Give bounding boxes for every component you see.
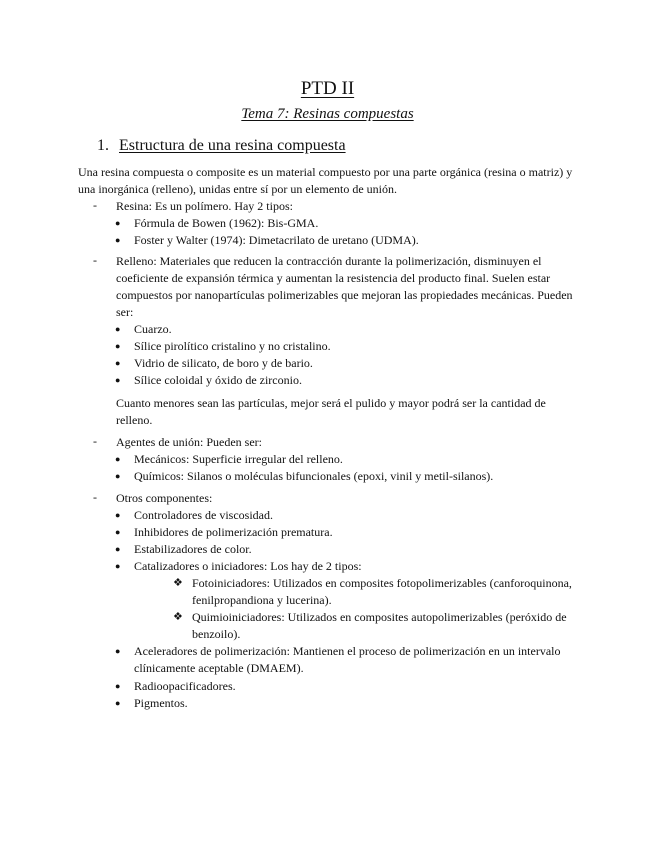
relleno-text: Relleno: Materiales que reducen la contracción durante la polimerización, disminuyen el coeficiente de expansión térmica y aumentan la resistencia del producto final. Suelen estar compuestos por nanopartículas polimerizables que mejoran las propiedades mecánicas. Pueden ser: xyxy=(116,254,573,319)
list-item-text: Cuarzo. xyxy=(134,322,172,336)
dash-marker: - xyxy=(93,253,97,267)
otros-text: Otros componentes: xyxy=(116,491,213,505)
list-item-text: Radioopacificadores. xyxy=(134,679,236,693)
intro-paragraph: Una resina compuesta o composite es un material compuesto por una parte orgánica (resina o matriz) y una inorgánica (relleno), unidas entre sí por un elemento de unión. xyxy=(78,165,573,196)
list-item xyxy=(173,575,572,609)
dash-marker: - xyxy=(93,434,97,448)
bullet-icon: ● xyxy=(115,324,121,334)
list-item xyxy=(115,468,574,485)
bullet-icon: ● xyxy=(115,235,121,245)
list-item-text: Aceleradores de polimerización: Mantienen el proceso de polimerización en un intervalo clínicamente aceptable (DMAEM). xyxy=(134,644,561,675)
list-item-text: Fórmula de Bowen (1962): Bis-GMA. xyxy=(134,216,319,230)
list-item xyxy=(115,215,574,232)
list-item xyxy=(115,643,574,677)
list-item xyxy=(115,695,574,712)
list-item-text: Químicos: Silanos o moléculas bifuncionales (epoxi, vinil y metil-silanos). xyxy=(134,469,494,483)
bullet-icon: ● xyxy=(115,218,121,228)
bullet-icon: ● xyxy=(115,375,121,385)
list-item xyxy=(115,372,574,389)
list-item-text: Estabilizadores de color. xyxy=(134,542,252,556)
list-item xyxy=(115,321,574,338)
list-item-text: Sílice coloidal y óxido de zirconio. xyxy=(134,373,302,387)
diamond-bullet-icon: ❖ xyxy=(173,577,183,589)
list-item-text: Foster y Walter (1974): Dimetacrilato de uretano (UDMA). xyxy=(134,233,419,247)
bullet-icon: ● xyxy=(115,471,121,481)
bullet-icon: ● xyxy=(115,454,121,464)
list-item-text: Quimioiniciadores: Utilizados en composites autopolimerizables (peróxido de benzoilo). xyxy=(192,610,567,641)
list-item xyxy=(115,524,574,541)
list-item xyxy=(115,678,574,695)
section-title: Estructura de una resina compuesta xyxy=(119,137,346,154)
list-item-text: Controladores de viscosidad. xyxy=(134,508,273,522)
bullet-icon: ● xyxy=(115,358,121,368)
bullet-icon: ● xyxy=(115,510,121,520)
bullet-icon: ● xyxy=(115,527,121,537)
bullet-icon: ● xyxy=(115,646,121,656)
bullet-icon: ● xyxy=(115,341,121,351)
list-item-text: Mecánicos: Superficie irregular del relleno. xyxy=(134,452,343,466)
document-subtitle: Tema 7: Resinas compuestas xyxy=(241,106,414,122)
list-item xyxy=(173,609,572,643)
list-item-text: Inhibidores de polimerización prematura. xyxy=(134,525,333,539)
list-item xyxy=(115,232,574,249)
agentes-text: Agentes de unión: Pueden ser: xyxy=(116,435,262,449)
list-item xyxy=(115,338,574,355)
section-number: 1. xyxy=(97,137,109,154)
relleno-note: Cuanto menores sean las partículas, mejor será el pulido y mayor podrá ser la cantidad de relleno. xyxy=(116,396,546,427)
diamond-bullet-icon: ❖ xyxy=(173,611,183,623)
list-item-text: Pigmentos. xyxy=(134,696,188,710)
bullet-icon: ● xyxy=(115,698,121,708)
list-item xyxy=(115,507,574,524)
list-item xyxy=(115,541,574,558)
bullet-icon: ● xyxy=(115,561,121,571)
dash-marker: - xyxy=(93,198,97,212)
document-title: PTD II xyxy=(300,78,355,99)
bullet-icon: ● xyxy=(115,544,121,554)
list-item-text: Sílice pirolítico cristalino y no cristalino. xyxy=(134,339,331,353)
list-item xyxy=(115,558,574,575)
section-heading xyxy=(97,137,346,155)
list-item-text: Vidrio de silicato, de boro y de bario. xyxy=(134,356,313,370)
bullet-icon: ● xyxy=(115,681,121,691)
list-item-text: Fotoiniciadores: Utilizados en composites fotopolimerizables (canforoquinona, fenilpropandiona y lucerina). xyxy=(192,576,572,607)
list-item xyxy=(115,355,574,372)
resina-text: Resina: Es un polímero. Hay 2 tipos: xyxy=(116,199,293,213)
dash-marker: - xyxy=(93,490,97,504)
list-item-text: Catalizadores o iniciadores: Los hay de 2 tipos: xyxy=(134,559,362,573)
list-item xyxy=(115,451,574,468)
